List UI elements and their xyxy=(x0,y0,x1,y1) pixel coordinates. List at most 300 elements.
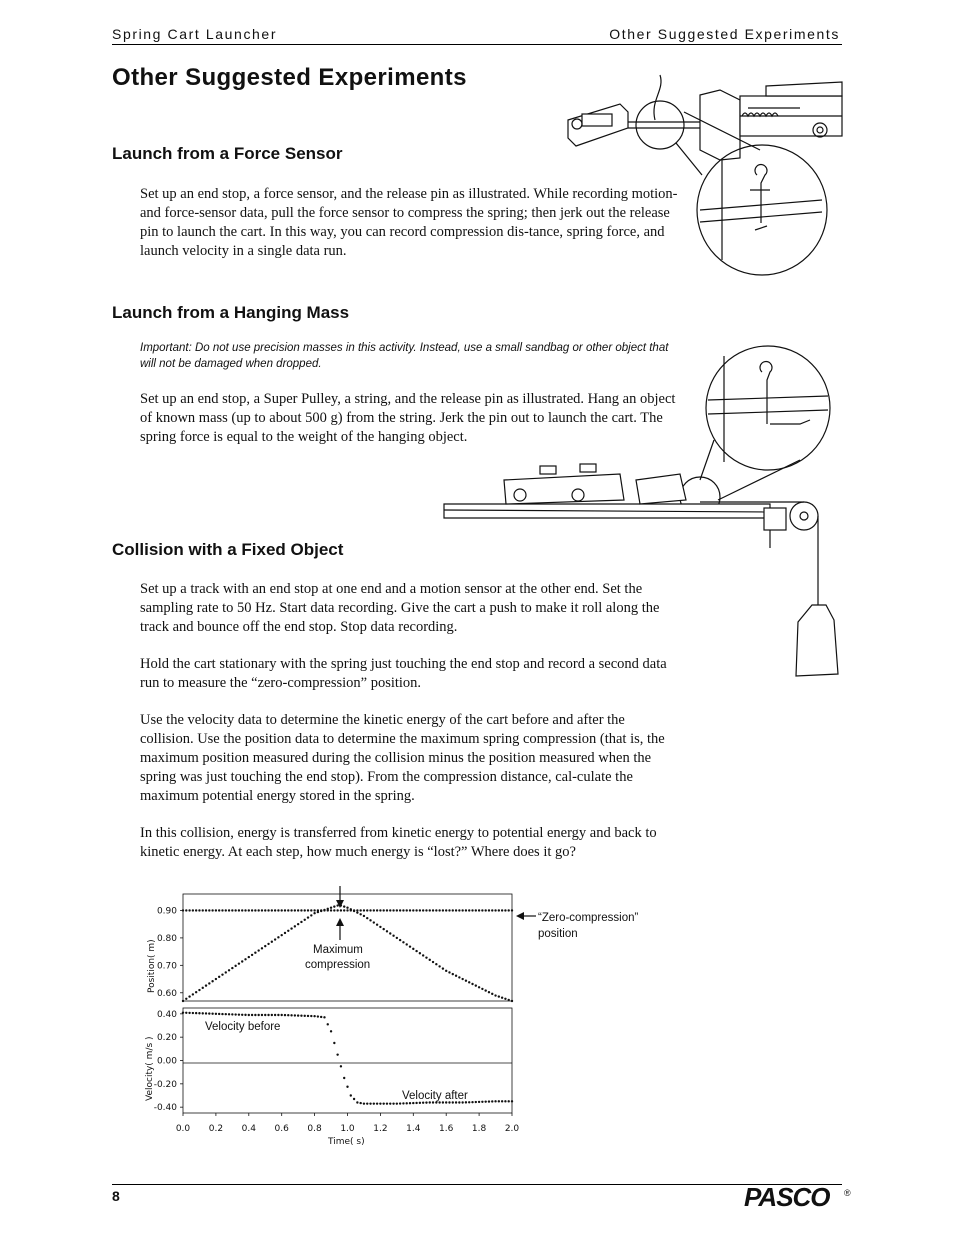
position-point xyxy=(399,939,401,941)
position-point xyxy=(234,965,236,967)
position-point xyxy=(300,921,302,923)
y-tick-label: 0.00 xyxy=(156,1056,177,1067)
zero-compression-point xyxy=(284,909,286,911)
y-tick-label: 0.80 xyxy=(156,933,177,944)
position-point xyxy=(182,1000,184,1002)
zero-compression-point xyxy=(504,909,506,911)
zero-compression-point xyxy=(379,909,381,911)
y-tick-label: 0.90 xyxy=(156,906,177,917)
max-label-2: compression xyxy=(305,959,371,971)
footer-rule xyxy=(112,1184,842,1185)
position-point xyxy=(274,938,276,940)
zero-compression-point xyxy=(409,909,411,911)
zero-compression-point xyxy=(234,909,236,911)
zero-compression-point xyxy=(228,909,230,911)
position-point xyxy=(511,1000,513,1002)
velocity-point xyxy=(494,1100,496,1102)
y-tick-label: 0.20 xyxy=(156,1033,177,1044)
header-left: Spring Cart Launcher xyxy=(112,26,278,42)
zero-compression-point xyxy=(300,909,302,911)
velocity-point xyxy=(498,1100,500,1102)
velocity-point xyxy=(221,1013,223,1015)
zero-compression-point xyxy=(195,909,197,911)
zero-compression-point xyxy=(287,909,289,911)
velocity-point xyxy=(373,1102,375,1104)
position-point xyxy=(363,915,365,917)
position-point xyxy=(359,913,361,915)
velocity-point xyxy=(379,1102,381,1104)
page-number: 8 xyxy=(112,1188,120,1204)
x-tick-label: 2.0 xyxy=(504,1124,520,1134)
position-point xyxy=(373,921,375,923)
position-point xyxy=(438,965,440,967)
zero-compression-point xyxy=(182,909,184,911)
zero-compression-point xyxy=(320,909,322,911)
paragraph: Set up a track with an end stop at one end and a motion sensor at the other end. Set the sampling rate to 50 Hz. Start data recording. Give the cart a push to make it roll along the track and bounce off the end stop. Stop data recording. xyxy=(140,581,660,635)
velocity-point xyxy=(419,1102,421,1104)
zero-compression-point xyxy=(396,909,398,911)
paragraph: Set up an end stop, a Super Pulley, a string, and the release pin as illustrated. Hang an object of known mass (up to about 500 g) from the string. Jerk the pin out to launch the cart. The spring force is equal to the weight of the hanging object. xyxy=(140,391,676,445)
position-point xyxy=(498,995,500,997)
velocity-point xyxy=(264,1014,266,1016)
zero-compression-point xyxy=(208,909,210,911)
velocity-point xyxy=(508,1100,510,1102)
y-tick-label: 0.40 xyxy=(156,1009,177,1020)
page-title: Other Suggested Experiments xyxy=(112,64,467,91)
position-point xyxy=(205,984,207,986)
zero-compression-point xyxy=(307,909,309,911)
position-point xyxy=(488,991,490,993)
velocity-point xyxy=(363,1102,365,1104)
zero-comp-label-2: position xyxy=(538,928,578,940)
pasco-logo xyxy=(744,1184,854,1210)
position-point xyxy=(281,934,283,936)
velocity-point xyxy=(399,1102,401,1104)
y-tick-label: 0.60 xyxy=(156,988,177,999)
position-point xyxy=(379,926,381,928)
position-point xyxy=(461,978,463,980)
x-tick-label: 1.2 xyxy=(373,1124,388,1134)
position-point xyxy=(392,935,394,937)
velocity-point xyxy=(392,1102,394,1104)
zero-compression-point xyxy=(244,909,246,911)
position-point xyxy=(494,994,496,996)
x-tick-label: 0.2 xyxy=(208,1124,224,1134)
position-point xyxy=(386,930,388,932)
zero-compression-point xyxy=(264,909,266,911)
position-point xyxy=(307,916,309,918)
velocity-point xyxy=(300,1015,302,1017)
velocity-point xyxy=(192,1012,194,1014)
position-point xyxy=(478,986,480,988)
velocity-point xyxy=(244,1014,246,1016)
paragraph: Hold the cart stationary with the spring just touching the end stop and record a second data run to measure the “zero-compression” position. xyxy=(140,656,667,691)
velocity-point xyxy=(257,1014,259,1016)
zero-compression-point xyxy=(376,909,378,911)
zero-compression-point xyxy=(274,909,276,911)
zero-compression-point xyxy=(491,909,493,911)
zero-compression-point xyxy=(406,909,408,911)
zero-compression-point xyxy=(484,909,486,911)
zero-compression-point xyxy=(461,909,463,911)
velocity-point xyxy=(475,1101,477,1103)
y-tick-label: 0.70 xyxy=(156,961,177,972)
x-tick-label: 0.8 xyxy=(307,1124,322,1134)
velocity-point xyxy=(406,1102,408,1104)
zero-compression-point xyxy=(297,909,299,911)
zero-compression-point xyxy=(310,909,312,911)
zero-compression-point xyxy=(271,909,273,911)
velocity-point xyxy=(478,1101,480,1103)
position-point xyxy=(238,962,240,964)
velocity-point xyxy=(185,1012,187,1014)
velocity-point xyxy=(336,1053,338,1055)
position-point xyxy=(422,954,424,956)
zero-compression-point xyxy=(185,909,187,911)
velocity-point xyxy=(501,1100,503,1102)
position-point xyxy=(504,998,506,1000)
zero-compression-point xyxy=(481,909,483,911)
velocity-point xyxy=(382,1102,384,1104)
zero-compression-point xyxy=(475,909,477,911)
velocity-point xyxy=(343,1077,345,1079)
time-xlabel: Time( s) xyxy=(328,1137,365,1147)
position-point xyxy=(475,984,477,986)
position-point xyxy=(188,995,190,997)
velocity-point xyxy=(248,1014,250,1016)
zero-compression-point xyxy=(419,909,421,911)
section-heading-force-sensor: Launch from a Force Sensor xyxy=(112,144,343,163)
zero-compression-point xyxy=(333,909,335,911)
header-right: Other Suggested Experiments xyxy=(609,26,840,42)
velocity-point xyxy=(277,1014,279,1016)
y-tick-label: -0.20 xyxy=(153,1079,177,1090)
velocity-point xyxy=(218,1013,220,1015)
velocity-point xyxy=(488,1100,490,1102)
position-point xyxy=(261,947,263,949)
velocity-point xyxy=(330,1030,332,1032)
velocity-point xyxy=(333,1042,335,1044)
position-point xyxy=(241,960,243,962)
position-point xyxy=(251,954,253,956)
zero-compression-point xyxy=(304,909,306,911)
zero-compression-point xyxy=(254,909,256,911)
x-tick-label: 1.8 xyxy=(471,1124,487,1134)
position-point xyxy=(257,949,259,951)
velocity-point xyxy=(396,1102,398,1104)
position-point xyxy=(208,982,210,984)
velocity-point xyxy=(317,1015,319,1017)
zero-compression-point xyxy=(402,909,404,911)
velocity-point xyxy=(284,1014,286,1016)
zero-compression-point xyxy=(225,909,227,911)
zero-compression-point xyxy=(392,909,394,911)
zero-compression-point xyxy=(343,909,345,911)
position-point xyxy=(264,945,266,947)
position-point xyxy=(508,999,510,1001)
velocity-point xyxy=(504,1100,506,1102)
velocity-point xyxy=(491,1100,493,1102)
zero-compression-point xyxy=(238,909,240,911)
svg-text:®: ® xyxy=(844,1188,851,1198)
zero-compression-point xyxy=(290,909,292,911)
position-point xyxy=(215,978,217,980)
zero-compression-point xyxy=(198,909,200,911)
velocity-point xyxy=(313,1015,315,1017)
zero-compression-point xyxy=(188,909,190,911)
zero-compression-point xyxy=(359,909,361,911)
velocity-point xyxy=(254,1014,256,1016)
paragraph: In this collision, energy is transferred from kinetic energy to potential energy and back to kinetic energy. At each step, how much energy is “lost?” Where does it go? xyxy=(140,825,657,860)
zero-compression-point xyxy=(248,909,250,911)
velocity-point xyxy=(340,1065,342,1067)
velocity-point xyxy=(389,1102,391,1104)
velocity-point xyxy=(202,1012,204,1014)
position-point xyxy=(346,907,348,909)
velocity-point xyxy=(287,1014,289,1016)
zero-compression-point xyxy=(251,909,253,911)
velocity-point xyxy=(228,1013,230,1015)
position-point xyxy=(221,973,223,975)
position-point xyxy=(429,959,431,961)
velocity-point xyxy=(267,1014,269,1016)
section-heading-collision: Collision with a Fixed Object xyxy=(112,540,344,559)
position-point xyxy=(310,914,312,916)
position-point xyxy=(491,993,493,995)
velocity-point xyxy=(211,1013,213,1015)
position-point xyxy=(287,930,289,932)
zero-compression-point xyxy=(313,909,315,911)
zero-compression-point xyxy=(241,909,243,911)
velocity-point xyxy=(234,1013,236,1015)
velocity-point xyxy=(208,1012,210,1014)
velocity-point xyxy=(323,1016,325,1018)
zero-compression-point xyxy=(471,909,473,911)
important-note: Important: Do not use precision masses in this activity. Instead, use a small sandbag or other object that will not be damaged when dropped. xyxy=(140,342,669,370)
zero-compression-point xyxy=(442,909,444,911)
velocity-point xyxy=(353,1098,355,1100)
zero-compression-point xyxy=(511,909,513,911)
position-point xyxy=(244,958,246,960)
velocity-point xyxy=(484,1100,486,1102)
zero-compression-point xyxy=(277,909,279,911)
zero-compression-point xyxy=(432,909,434,911)
max-label-1: Maximum xyxy=(313,944,363,956)
position-point xyxy=(484,989,486,991)
paragraph: Use the velocity data to determine the kinetic energy of the cart before and after the collision. Use the position data to determine the maximum spring compression (that is, the maximum position measured during the collision minus the position measured when the spring was just touching the end stop). From the compression distance, cal-culate the maximum potential energy stored in the spring. xyxy=(140,712,665,804)
velocity-point xyxy=(195,1012,197,1014)
velocity-point xyxy=(310,1015,312,1017)
velocity-point xyxy=(297,1014,299,1016)
position-point xyxy=(202,987,204,989)
zero-compression-point xyxy=(218,909,220,911)
velocity-point xyxy=(290,1014,292,1016)
position-point xyxy=(369,919,371,921)
velocity-point xyxy=(238,1013,240,1015)
position-point xyxy=(185,998,187,1000)
velocity-point xyxy=(241,1014,243,1016)
position-point xyxy=(366,917,368,919)
zero-compression-point xyxy=(412,909,414,911)
velocity-point xyxy=(225,1013,227,1015)
position-point xyxy=(277,936,279,938)
x-tick-label: 0.0 xyxy=(175,1124,191,1134)
zero-compression-point xyxy=(353,909,355,911)
position-point xyxy=(231,967,233,969)
velocity-point xyxy=(304,1015,306,1017)
position-point xyxy=(192,993,194,995)
position-point xyxy=(452,973,454,975)
velocity-point xyxy=(294,1014,296,1016)
zero-compression-point xyxy=(452,909,454,911)
velocity-point xyxy=(376,1102,378,1104)
zero-compression-point xyxy=(340,909,342,911)
zero-compression-point xyxy=(336,909,338,911)
position-point xyxy=(425,956,427,958)
velocity-point xyxy=(366,1102,368,1104)
zero-compression-point xyxy=(363,909,365,911)
position-point xyxy=(267,943,269,945)
x-tick-label: 1.4 xyxy=(406,1124,421,1134)
velocity-point xyxy=(415,1102,417,1104)
position-point xyxy=(356,911,358,913)
velocity-point xyxy=(320,1016,322,1018)
position-point xyxy=(419,952,421,954)
position-point xyxy=(228,969,230,971)
zero-compression-point xyxy=(429,909,431,911)
svg-text:PASCO: PASCO xyxy=(744,1184,830,1210)
zero-compression-point xyxy=(458,909,460,911)
zero-compression-point xyxy=(478,909,480,911)
velocity-point xyxy=(188,1012,190,1014)
zero-compression-point xyxy=(205,909,207,911)
position-point xyxy=(432,961,434,963)
position-point xyxy=(442,967,444,969)
zero-compression-point xyxy=(281,909,283,911)
position-point xyxy=(290,927,292,929)
zero-comp-label-1: “Zero-compression” xyxy=(538,912,639,924)
velocity-point xyxy=(356,1101,358,1103)
velocity-point xyxy=(215,1013,217,1015)
position-point xyxy=(455,975,457,977)
velocity-point xyxy=(471,1101,473,1103)
zero-compression-point xyxy=(221,909,223,911)
velocity-point xyxy=(468,1101,470,1103)
zero-compression-point xyxy=(494,909,496,911)
zero-compression-point xyxy=(261,909,263,911)
velocity-point xyxy=(231,1013,233,1015)
position-point xyxy=(471,983,473,985)
zero-compression-point xyxy=(422,909,424,911)
zero-compression-point xyxy=(373,909,375,911)
x-tick-label: 1.0 xyxy=(340,1124,355,1134)
zero-compression-point xyxy=(192,909,194,911)
zero-compression-point xyxy=(415,909,417,911)
velocity-point xyxy=(251,1014,253,1016)
position-point xyxy=(195,991,197,993)
position-point xyxy=(297,923,299,925)
position-point xyxy=(218,976,220,978)
zero-compression-point xyxy=(202,909,204,911)
velocity-after-label: Velocity after xyxy=(402,1090,468,1102)
zero-compression-point xyxy=(323,909,325,911)
velocity-point xyxy=(261,1014,263,1016)
velocity-point xyxy=(402,1102,404,1104)
position-point xyxy=(294,925,296,927)
zero-compression-point xyxy=(211,909,213,911)
position-point xyxy=(313,912,315,914)
x-tick-label: 0.4 xyxy=(241,1124,256,1134)
zero-compression-point xyxy=(389,909,391,911)
zero-compression-point xyxy=(215,909,217,911)
zero-compression-point xyxy=(445,909,447,911)
zero-compression-point xyxy=(356,909,358,911)
zero-compression-point xyxy=(465,909,467,911)
position-point xyxy=(376,924,378,926)
velocity-point xyxy=(386,1102,388,1104)
zero-compression-point xyxy=(382,909,384,911)
velocity-point xyxy=(409,1102,411,1104)
velocity-point xyxy=(271,1014,273,1016)
velocity-point xyxy=(182,1011,184,1013)
position-ylabel: Position( m) xyxy=(147,939,157,993)
velocity-point xyxy=(359,1102,361,1104)
zero-compression-point xyxy=(501,909,503,911)
zero-compression-point xyxy=(399,909,401,911)
zero-compression-point xyxy=(369,909,371,911)
zero-compression-point xyxy=(438,909,440,911)
zero-compression-point xyxy=(346,909,348,911)
velocity-point xyxy=(511,1100,513,1102)
position-point xyxy=(435,963,437,965)
zero-compression-point xyxy=(330,909,332,911)
position-point xyxy=(254,952,256,954)
position-point xyxy=(445,970,447,972)
position-point xyxy=(412,948,414,950)
zero-compression-point xyxy=(448,909,450,911)
velocity-point xyxy=(274,1014,276,1016)
position-point xyxy=(304,919,306,921)
zero-compression-point xyxy=(425,909,427,911)
position-point xyxy=(468,981,470,983)
position-point xyxy=(382,928,384,930)
paragraph: Set up an end stop, a force sensor, and the release pin as illustrated. While recording motion- and force-sensor data, pull the force sensor to compress the spring; then jerk out the release pin to launch the cart. In this way, you can record compression dis-tance, spring force, and launch velocity in a single data run. xyxy=(140,186,678,259)
zero-compression-point xyxy=(508,909,510,911)
zero-compression-point xyxy=(231,909,233,911)
position-point xyxy=(409,945,411,947)
zero-compression-point xyxy=(257,909,259,911)
position-point xyxy=(501,997,503,999)
zero-compression-point xyxy=(468,909,470,911)
position-point xyxy=(198,989,200,991)
zero-compression-point xyxy=(366,909,368,911)
velocity-point xyxy=(198,1012,200,1014)
position-point xyxy=(465,979,467,981)
position-point xyxy=(271,941,273,943)
velocity-before-label: Velocity before xyxy=(205,1021,281,1033)
velocity-point xyxy=(369,1102,371,1104)
zero-compression-point xyxy=(498,909,500,911)
velocity-ylabel: Velocity( m/s ) xyxy=(145,1036,155,1101)
velocity-point xyxy=(350,1094,352,1096)
position-point xyxy=(330,907,332,909)
x-tick-label: 0.6 xyxy=(274,1124,289,1134)
zero-compression-point xyxy=(267,909,269,911)
zero-compression-point xyxy=(317,909,319,911)
velocity-point xyxy=(412,1102,414,1104)
position-point xyxy=(406,943,408,945)
velocity-point xyxy=(346,1086,348,1088)
